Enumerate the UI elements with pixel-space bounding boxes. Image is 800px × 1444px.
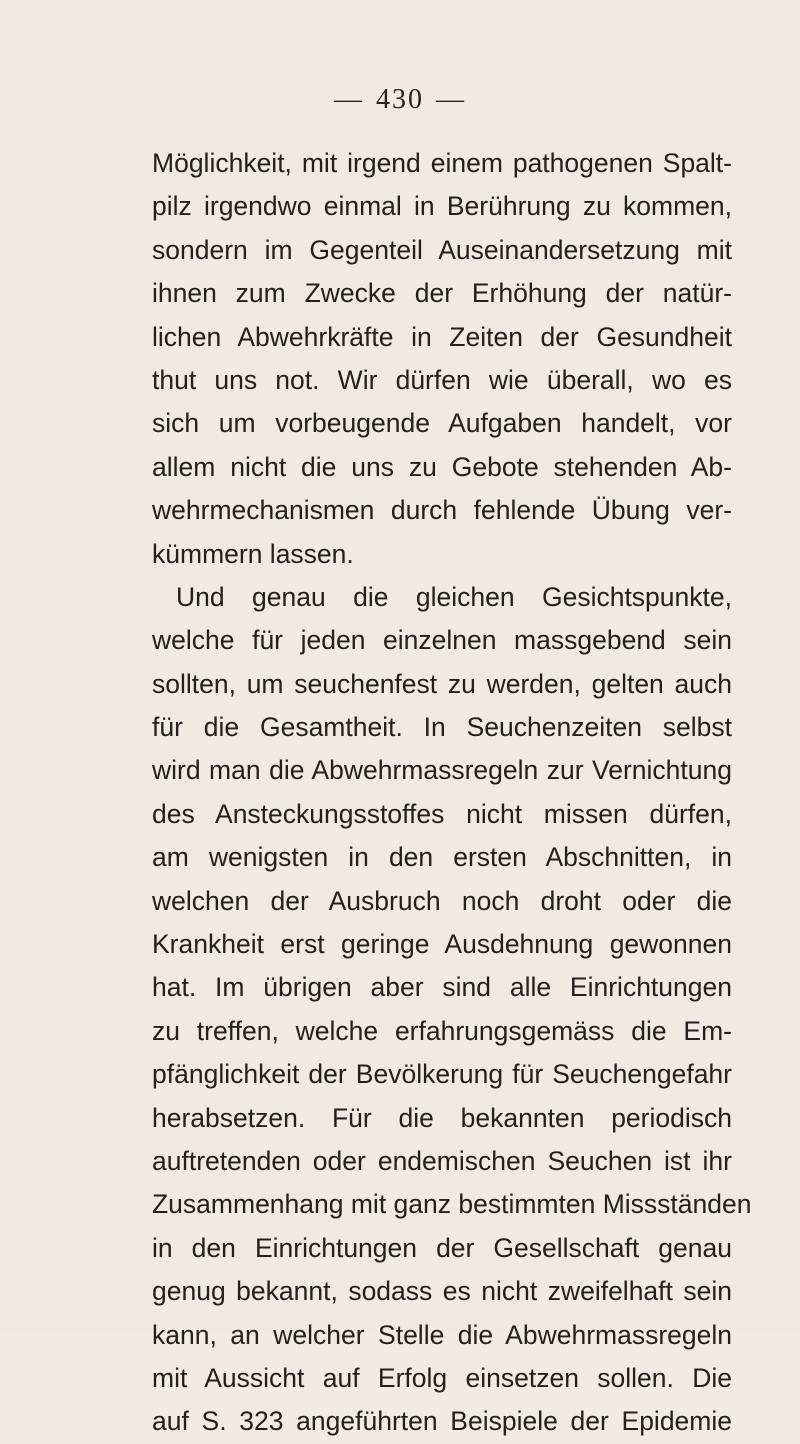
page-number-dash-left: —: [334, 84, 364, 115]
text-line: in den Einrichtungen der Gesellschaft genau: [152, 1232, 732, 1263]
text-line: welchen der Ausbruch noch droht oder die: [152, 885, 732, 916]
text-line: für die Gesamtheit. In Seuchenzeiten selbst: [152, 712, 732, 743]
text-line: pilz irgendwo einmal in Berührung zu kommen,: [152, 191, 732, 222]
text-line: auftretenden oder endemischen Seuchen ist ihr: [152, 1145, 732, 1176]
text-line: kümmern lassen.: [152, 538, 354, 569]
text-line: mit Aussicht auf Erfolg einsetzen sollen. Die: [152, 1362, 732, 1393]
text-line: Krankheit erst geringe Ausdehnung gewonnen: [152, 929, 732, 960]
text-line: am wenigsten in den ersten Abschnitten, in: [152, 842, 732, 873]
text-line: welche für jeden einzelnen massgebend sein: [152, 625, 732, 656]
text-line: sondern im Gegenteil Auseinandersetzung mit: [152, 234, 732, 265]
text-line: kann, an welcher Stelle die Abwehrmassregeln: [152, 1319, 732, 1350]
text-line: pfänglichkeit der Bevölkerung für Seuchengefahr: [152, 1059, 732, 1090]
text-line: sollten, um seuchenfest zu werden, gelten auch: [152, 668, 732, 699]
text-line: hat. Im übrigen aber sind alle Einrichtungen: [152, 972, 732, 1003]
text-line: allem nicht die uns zu Gebote stehenden Ab-: [152, 451, 732, 482]
text-line: lichen Abwehrkräfte in Zeiten der Gesundheit: [152, 321, 732, 352]
text-line: des Ansteckungsstoffes nicht missen dürfen,: [152, 798, 732, 829]
text-line: ihnen zum Zwecke der Erhöhung der natür-: [152, 278, 732, 309]
page-number: 430: [376, 84, 424, 115]
text-line: auf S. 323 angeführten Beispiele der Epidemie: [152, 1406, 732, 1437]
text-line: thut uns not. Wir dürfen wie überall, wo es: [152, 364, 732, 395]
text-line: Zusammenhang mit ganz bestimmten Missständen: [152, 1189, 752, 1220]
page-number-header: [0, 84, 800, 116]
page-number-dash-right: —: [436, 84, 466, 115]
text-line: genug bekannt, sodass es nicht zweifelhaft sein: [152, 1276, 732, 1307]
text-line: wehrmechanismen durch fehlende Übung ver-: [152, 495, 732, 526]
body-text: [152, 142, 752, 1444]
text-line: herabsetzen. Für die bekannten periodisch: [152, 1102, 732, 1133]
text-line: Möglichkeit, mit irgend einem pathogenen Spalt-: [152, 148, 732, 178]
text-line: wird man die Abwehrmassregeln zur Vernichtung: [152, 755, 732, 786]
text-line: sich um vorbeugende Aufgaben handelt, vor: [152, 408, 732, 439]
text-line: Und genau die gleichen Gesichtspunkte,: [176, 581, 732, 612]
text-line: zu treffen, welche erfahrungsgemäss die Em-: [152, 1015, 732, 1046]
